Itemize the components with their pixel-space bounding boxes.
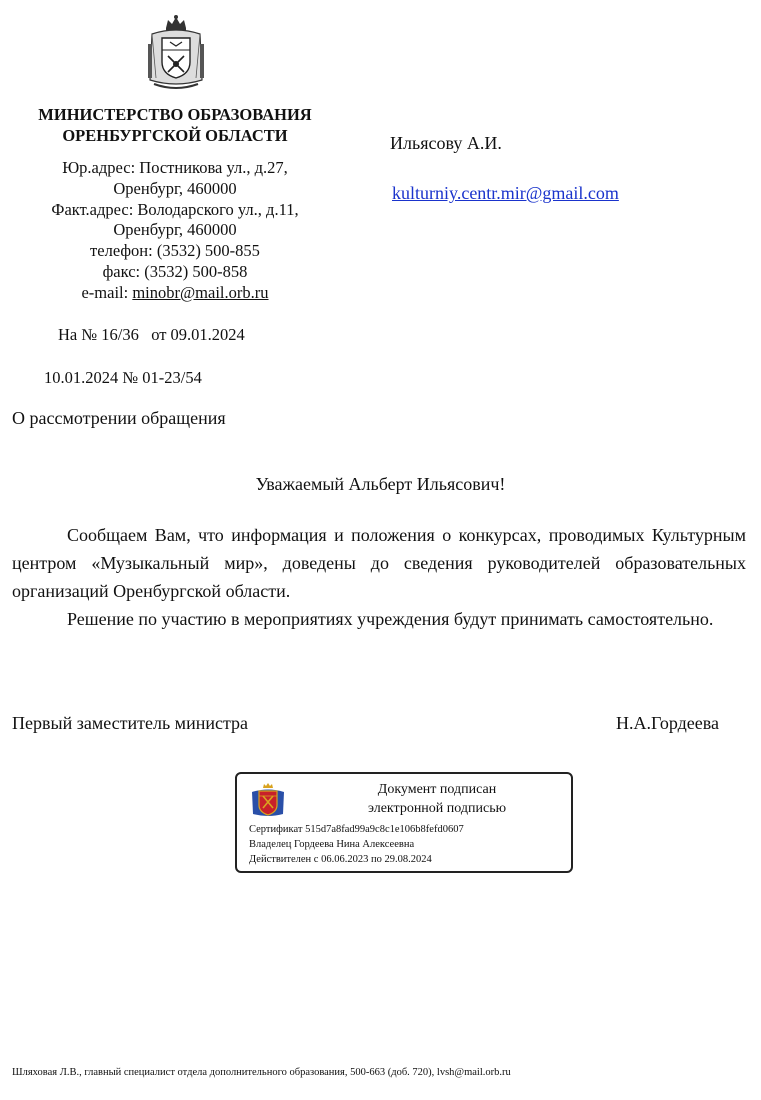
ministry-email-link[interactable]: minobr@mail.orb.ru	[132, 282, 269, 302]
reference-number: На № 16/36 от 09.01.2024	[58, 325, 245, 344]
orenburg-emblem-icon	[249, 782, 287, 818]
coat-of-arms-icon	[144, 14, 208, 92]
body-paragraph-1: Сообщаем Вам, что информация и положения о конкурсах, проводимых Культурным центром «Музыкальный мир», доведены до сведения руководителей образовательных организаций Оренбургской области.	[12, 525, 746, 601]
legal-address-line1: Юр.адрес: Постникова ул., д.27,	[62, 158, 288, 177]
actual-address-line2: Оренбург, 460000	[113, 220, 237, 240]
actual-address-line1: Факт.адрес: Володарского ул., д.11,	[51, 199, 299, 219]
email-line	[10, 283, 340, 304]
signatory-name: Н.А.Гордеева	[616, 713, 719, 733]
ministry-contacts	[10, 158, 340, 304]
body-paragraph-2: Решение по участию в мероприятиях учреждения будут принимать самостоятельно.	[67, 609, 714, 629]
letter-subject: О рассмотрении обращения	[12, 408, 226, 428]
stamp-validity: Действителен с 06.06.2023 по 29.08.2024	[249, 854, 432, 865]
ministry-line2: ОРЕНБУРГСКОЙ ОБЛАСТИ	[62, 126, 288, 145]
recipient-name: Ильясову А.И.	[390, 133, 502, 153]
outgoing-number: 10.01.2024 № 01-23/54	[44, 368, 202, 387]
stamp-title-line1: Документ подписан	[377, 782, 497, 797]
signatory-title: Первый заместитель министра	[12, 713, 249, 733]
legal-address-line2: Оренбург, 460000	[113, 178, 237, 198]
stamp-certificate: Сертификат 515d7a8fad99a9c8c1e106b8fefd0607	[249, 824, 464, 835]
fax: факс: (3532) 500-858	[102, 261, 248, 281]
ministry-name	[10, 104, 340, 146]
ministry-line1: МИНИСТЕРСТВО ОБРАЗОВАНИЯ	[38, 105, 312, 124]
stamp-title-line2: электронной подписью	[367, 801, 507, 816]
phone: телефон: (3532) 500-855	[90, 241, 260, 261]
executor-footer: Шляховая Л.В., главный специалист отдела дополнительного образования, 500-663 (доб. 720), lvsh@mail.orb.ru	[12, 1067, 511, 1078]
stamp-owner: Владелец Гордеева Нина Алексеевна	[249, 839, 415, 850]
greeting: Уважаемый Альберт Ильясович!	[255, 474, 506, 494]
email-label: e-mail:	[81, 282, 133, 302]
electronic-signature-stamp	[235, 772, 573, 873]
recipient-email-link[interactable]: kulturniy.centr.mir@gmail.com	[392, 183, 619, 203]
